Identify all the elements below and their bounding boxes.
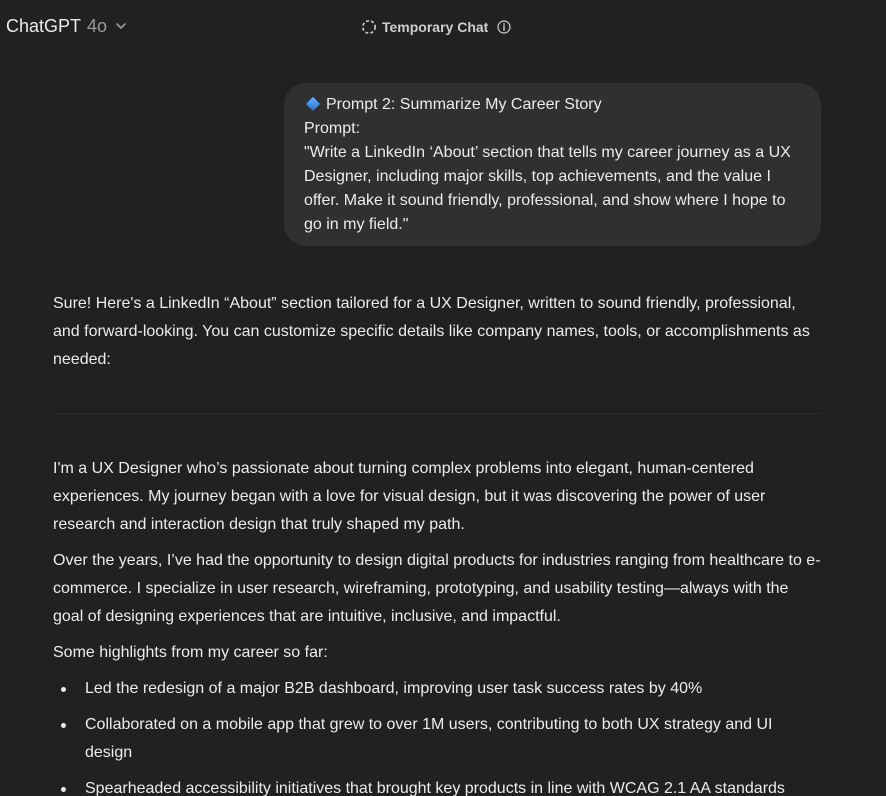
user-message-line: go in my field." [304,216,409,233]
response-paragraph: I'm a UX Designer who’s passionate about turning complex problems into elegant, human-centered experiences. My journey began with a love for visual design, but it was discovering the power of user research and interaction design that truly shaped my path. [53,460,766,533]
assistant-intro-text: Sure! Here's a LinkedIn “About” section tailored for a UX Designer, written to sound friendly, professional, and forward-looking. You can customize specific details like company names, tools, or accomplishments as needed: [53,295,810,368]
list-item-text: Collaborated on a mobile app that grew to over 1M users, contributing to both UX strategy and UI design [85,716,773,761]
response-paragraph: Some highlights from my career so far: [53,644,328,661]
bullet-dot-icon [61,687,66,692]
temporary-chat-icon [361,19,377,35]
list-item [53,675,823,703]
user-message-line: Prompt: [304,120,361,137]
chevron-down-icon [113,16,127,37]
model-selector[interactable] [6,16,127,37]
chat-header [0,0,886,56]
assistant-intro [53,290,823,374]
bullet-dot-icon [61,723,66,728]
highlights-list [53,675,823,796]
user-message-title-line [304,93,802,117]
list-item [53,711,823,767]
user-message-title: Prompt 2: Summarize My Career Story [326,96,602,113]
list-item-text: Spearheaded accessibility initiatives that brought key products in line with WCAG 2.1 AA standards [85,780,785,796]
list-item-text: Led the redesign of a major B2B dashboard, improving user task success rates by 40% [85,680,703,697]
response-paragraph: Over the years, I’ve had the opportunity to design digital products for industries ranging from healthcare to e-commerce. I specialize in user research, wireframing, prototyping, and usability testing—always with the goal of designing experiences that are intuitive, inclusive, and impactful. [53,552,821,625]
user-message-line: offer. Make it sound friendly, professional, and show where I hope to [304,192,786,209]
temporary-chat-indicator[interactable] [361,19,511,35]
horizontal-divider [53,413,821,414]
assistant-response-body [53,455,823,796]
model-name: ChatGPT [6,16,82,36]
list-item [53,775,823,796]
user-message-bubble [284,83,821,246]
bullet-dot-icon [61,787,66,792]
user-message-line: Designer, including major skills, top achievements, and the value I [304,168,771,185]
user-message-line: "Write a LinkedIn ‘About’ section that tells my career journey as a UX [304,144,791,161]
info-icon[interactable] [497,20,511,34]
model-version: 4o [87,16,108,36]
blue-diamond-icon [306,97,320,111]
temporary-chat-label: Temporary Chat [382,19,489,35]
